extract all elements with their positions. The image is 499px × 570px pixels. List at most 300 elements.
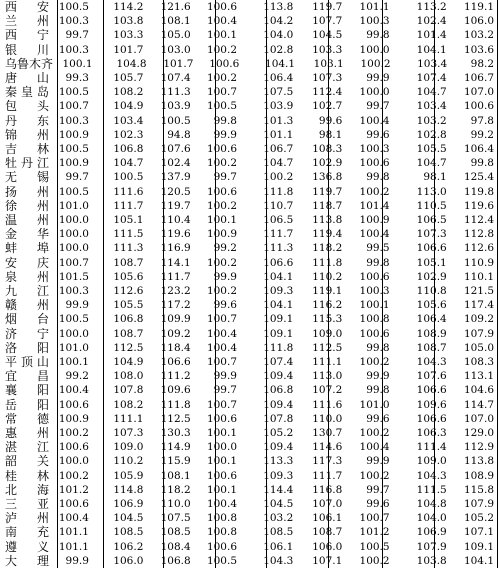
index-value: 99.9 — [366, 455, 390, 468]
index-value: 100.7 — [206, 313, 237, 326]
index-value: 106.3 — [416, 427, 447, 439]
index-value: 116.8 — [312, 483, 343, 496]
city-name: 济 宁 — [5, 326, 50, 341]
index-value: 119.7 — [312, 185, 343, 198]
index-value: 107.9 — [416, 540, 447, 553]
index-value: 102.3 — [113, 128, 144, 141]
index-value: 105.0 — [463, 341, 494, 354]
index-value: 114.2 — [113, 1, 144, 13]
index-value: 100.9 — [206, 228, 237, 241]
city-name: 洛 阳 — [5, 340, 50, 355]
index-value: 108.7 — [416, 341, 447, 354]
index-value: 101.0 — [58, 199, 89, 212]
index-value: 103.2 — [416, 114, 447, 127]
city-name: 无 锡 — [5, 170, 50, 185]
index-value: 101.4 — [416, 29, 447, 42]
index-value: 107.6 — [416, 370, 447, 383]
index-value: 104.7 — [416, 86, 447, 99]
index-value: 107.8 — [113, 384, 144, 397]
index-value: 110.5 — [416, 199, 447, 212]
index-value: 100.8 — [206, 526, 237, 539]
index-value: 99.8 — [366, 171, 390, 184]
index-value: 106.9 — [416, 526, 447, 539]
index-value: 136.8 — [312, 171, 343, 184]
index-value: 100.5 — [58, 1, 89, 13]
index-value: 106.4 — [463, 143, 494, 155]
index-value: 107.9 — [463, 498, 494, 510]
city-name: 泉 州 — [5, 269, 50, 284]
index-value: 99.5 — [366, 242, 390, 255]
index-value: 99.8 — [366, 29, 390, 42]
index-value: 98.2 — [470, 57, 495, 70]
index-value: 108.3 — [312, 143, 343, 155]
index-value: 100.2 — [360, 57, 391, 70]
index-value: 100.2 — [206, 43, 237, 56]
index-value: 105.6 — [113, 270, 144, 283]
index-value: 111.4 — [416, 441, 447, 454]
index-value: 109.1 — [263, 327, 294, 340]
index-value: 100.8 — [206, 512, 237, 525]
city-name: 赣 州 — [5, 298, 50, 313]
index-value: 120.5 — [160, 185, 191, 198]
index-value: 106.4 — [416, 313, 447, 326]
index-value: 100.4 — [206, 327, 237, 340]
index-value: 109.3 — [263, 469, 294, 482]
index-value: 100.4 — [206, 341, 237, 354]
city-name: 徐 州 — [5, 198, 50, 213]
index-value: 119.8 — [463, 185, 494, 198]
index-value: 99.9 — [65, 554, 89, 567]
city-name: 南 充 — [5, 525, 50, 540]
index-value: 109.2 — [160, 327, 191, 340]
index-value: 121.5 — [463, 285, 494, 297]
city-name: 湛 江 — [5, 440, 50, 455]
index-value: 100.9 — [58, 128, 89, 141]
index-value: 110.2 — [312, 270, 343, 283]
index-value: 104.1 — [416, 43, 447, 56]
index-value: 103.2 — [263, 512, 294, 525]
index-value: 108.7 — [312, 526, 343, 539]
index-value: 100.0 — [58, 455, 89, 468]
index-value: 94.8 — [167, 128, 191, 141]
index-value: 104.0 — [263, 29, 294, 42]
index-value: 130.7 — [312, 427, 343, 439]
city-name: 牡 丹 江 — [5, 156, 50, 171]
index-value: 107.4 — [416, 72, 447, 84]
index-value: 111.8 — [312, 256, 343, 269]
index-value: 100.7 — [206, 356, 237, 368]
index-value: 107.2 — [312, 384, 343, 397]
index-value: 104.6 — [463, 384, 494, 397]
index-value: 117.4 — [463, 299, 494, 312]
index-value: 105.0 — [160, 29, 191, 42]
index-value: 100.2 — [206, 256, 237, 269]
index-value: 111.8 — [263, 185, 294, 198]
index-value: 107.4 — [263, 356, 294, 368]
index-value: 107.9 — [463, 327, 494, 340]
city-name: 烟 台 — [5, 312, 50, 327]
index-value: 100.5 — [58, 143, 89, 155]
index-value: 113.8 — [312, 214, 343, 226]
index-value: 118.2 — [312, 242, 343, 255]
index-value: 108.1 — [160, 15, 191, 28]
index-value: 104.3 — [416, 469, 447, 482]
index-value: 130.3 — [160, 427, 191, 439]
city-name: 银 川 — [5, 42, 50, 57]
index-value: 103.3 — [312, 43, 343, 56]
index-value: 119.6 — [463, 199, 494, 212]
index-value: 104.5 — [312, 29, 343, 42]
index-value: 113.0 — [312, 370, 343, 383]
index-value: 114.1 — [160, 256, 191, 269]
index-value: 104.8 — [416, 498, 447, 510]
index-value: 112.4 — [312, 86, 343, 99]
index-value: 99.9 — [366, 370, 390, 383]
city-name: 金 华 — [5, 227, 50, 242]
index-value: 101.5 — [58, 270, 89, 283]
index-value: 100.5 — [113, 171, 144, 184]
city-name: 岳 阳 — [5, 397, 50, 412]
index-value: 100.8 — [359, 313, 390, 326]
index-value: 101.7 — [113, 43, 144, 56]
index-value: 108.7 — [113, 256, 144, 269]
index-value: 100.1 — [58, 356, 89, 368]
index-value: 104.9 — [113, 356, 144, 368]
index-value: 103.4 — [417, 57, 448, 70]
index-value: 119.7 — [312, 1, 343, 13]
index-value: 119.6 — [160, 228, 191, 241]
index-value: 97.8 — [470, 114, 494, 127]
index-value: 99.6 — [366, 412, 390, 425]
index-value: 101.1 — [58, 526, 89, 539]
index-value: 100.3 — [58, 285, 89, 297]
index-value: 110.0 — [312, 412, 343, 425]
city-name: 襄 阳 — [5, 383, 50, 398]
index-value: 101.0 — [359, 398, 390, 411]
index-value: 103.9 — [263, 100, 294, 113]
index-value: 99.7 — [65, 171, 89, 184]
index-value: 106.6 — [416, 384, 447, 397]
index-value: 111.7 — [113, 199, 144, 212]
index-value: 99.9 — [213, 370, 237, 383]
index-value: 111.7 — [312, 469, 343, 482]
index-value: 100.3 — [58, 43, 89, 56]
city-name: 西 安 — [5, 0, 50, 14]
index-value: 111.8 — [160, 398, 191, 411]
index-value: 112.8 — [463, 228, 494, 241]
index-value: 106.5 — [416, 214, 447, 226]
index-value: 99.7 — [65, 29, 89, 42]
index-value: 107.5 — [160, 512, 191, 525]
index-value: 110.4 — [160, 214, 191, 226]
index-value: 106.5 — [263, 214, 294, 226]
index-value: 107.0 — [463, 412, 494, 425]
city-name: 西 宁 — [5, 28, 50, 43]
index-value: 100.6 — [206, 412, 237, 425]
index-value: 98.1 — [423, 171, 447, 184]
city-name: 扬 州 — [5, 184, 50, 199]
index-value: 108.2 — [113, 398, 144, 411]
index-value: 102.7 — [312, 100, 343, 113]
index-value: 100.0 — [359, 43, 390, 56]
index-value: 109.6 — [416, 398, 447, 411]
index-value: 129.0 — [463, 427, 494, 439]
index-value: 106.6 — [160, 356, 191, 368]
index-value: 100.1 — [206, 427, 237, 439]
index-value: 106.8 — [113, 313, 144, 326]
index-value: 107.1 — [463, 526, 494, 539]
city-name: 三 亚 — [5, 497, 50, 511]
index-value: 106.8 — [263, 384, 294, 397]
index-value: 105.2 — [463, 512, 494, 525]
city-name: 秦 皇 岛 — [5, 85, 50, 100]
index-value: 118.2 — [160, 483, 191, 496]
index-value: 100.3 — [359, 15, 390, 28]
index-value: 103.8 — [416, 554, 447, 567]
index-value: 100.6 — [359, 327, 390, 340]
city-name: 北 海 — [5, 482, 50, 497]
index-value: 99.8 — [366, 341, 390, 354]
index-value: 109.0 — [312, 327, 343, 340]
index-value: 103.1 — [313, 57, 344, 70]
index-value: 99.8 — [366, 256, 390, 269]
index-value: 99.7 — [366, 100, 390, 113]
index-value: 111.3 — [263, 242, 294, 255]
index-value: 99.7 — [213, 171, 237, 184]
index-value: 100.2 — [359, 554, 390, 567]
city-name: 大 理 — [5, 553, 50, 568]
index-value: 107.3 — [113, 427, 144, 439]
index-value: 113.8 — [463, 455, 494, 468]
index-value: 116.2 — [312, 299, 343, 312]
index-value: 107.6 — [160, 143, 191, 155]
index-value: 104.7 — [416, 157, 447, 170]
index-value: 115.3 — [312, 313, 343, 326]
index-value: 102.8 — [416, 128, 447, 141]
index-value: 119.1 — [463, 1, 494, 13]
city-name: 遵 义 — [5, 539, 50, 554]
index-value: 109.4 — [263, 398, 294, 411]
index-value: 106.0 — [463, 15, 494, 28]
index-value: 102.9 — [416, 270, 447, 283]
index-value: 102.9 — [312, 157, 343, 170]
index-value: 111.7 — [160, 270, 191, 283]
index-value: 108.5 — [160, 526, 191, 539]
index-value: 110.7 — [263, 199, 294, 212]
index-value: 100.6 — [206, 469, 237, 482]
index-value: 109.0 — [416, 455, 447, 468]
index-value: 109.4 — [263, 370, 294, 383]
index-value: 101.1 — [263, 128, 294, 141]
index-value: 103.9 — [160, 100, 191, 113]
city-name: 泸 州 — [5, 511, 50, 526]
index-value: 114.7 — [463, 398, 494, 411]
index-value: 100.2 — [206, 72, 237, 84]
index-value: 100.0 — [359, 86, 390, 99]
index-value: 108.2 — [113, 86, 144, 99]
index-value: 104.7 — [113, 157, 144, 170]
index-value: 100.1 — [206, 214, 237, 226]
index-value: 111.5 — [416, 483, 447, 496]
index-value: 119.1 — [312, 285, 343, 297]
index-value: 103.4 — [113, 114, 144, 127]
index-value: 99.8 — [366, 384, 390, 397]
index-value: 117.2 — [160, 299, 191, 312]
index-value: 111.1 — [312, 356, 343, 368]
index-value: 113.1 — [463, 370, 494, 383]
index-value: 116.9 — [160, 242, 191, 255]
index-value: 100.3 — [58, 15, 89, 28]
index-value: 100.6 — [359, 157, 390, 170]
city-name: 平 顶 山 — [5, 355, 50, 369]
index-value: 100.2 — [58, 469, 89, 482]
city-name: 九 江 — [5, 284, 50, 298]
index-value: 110.9 — [463, 256, 494, 269]
index-value: 107.7 — [312, 15, 343, 28]
index-value: 99.6 — [318, 114, 343, 127]
index-value: 100.2 — [359, 469, 390, 482]
index-value: 100.9 — [58, 412, 89, 425]
index-value: 108.9 — [416, 327, 447, 340]
index-value: 110.8 — [416, 285, 447, 297]
index-value: 114.8 — [113, 483, 144, 496]
index-value: 100.9 — [58, 157, 89, 170]
index-value: 104.3 — [416, 356, 447, 368]
index-value: 98.1 — [318, 128, 343, 141]
index-value: 108.9 — [463, 469, 494, 482]
index-value: 100.6 — [206, 540, 237, 553]
index-value: 106.7 — [263, 143, 294, 155]
index-value: 105.2 — [263, 427, 294, 439]
index-value: 112.6 — [463, 242, 494, 255]
index-value: 102.4 — [416, 15, 447, 28]
index-value: 100.0 — [206, 441, 237, 454]
index-value: 100.2 — [206, 157, 237, 170]
index-value: 112.5 — [312, 341, 343, 354]
index-value: 100.0 — [58, 327, 89, 340]
index-value: 99.9 — [213, 270, 237, 283]
index-value: 100.0 — [58, 214, 89, 226]
index-value: 111.6 — [312, 398, 343, 411]
index-value: 100.6 — [58, 398, 89, 411]
index-value: 101.1 — [58, 540, 89, 553]
index-value: 108.7 — [113, 327, 144, 340]
index-value: 100.2 — [359, 185, 390, 198]
index-value: 107.5 — [263, 86, 294, 99]
index-value: 107.0 — [312, 498, 343, 510]
index-value: 114.4 — [263, 483, 294, 496]
index-value: 118.7 — [312, 199, 343, 212]
city-name: 安 庆 — [5, 255, 50, 270]
index-value: 115.8 — [463, 483, 494, 496]
index-value: 102.8 — [263, 43, 294, 56]
index-value: 105.9 — [113, 469, 144, 482]
index-value: 100.7 — [359, 512, 390, 525]
index-value: 99.9 — [213, 128, 237, 141]
index-value: 137.9 — [160, 171, 191, 184]
city-name: 锦 州 — [5, 127, 50, 142]
index-value: 105.5 — [113, 299, 144, 312]
city-name: 吉 林 — [5, 142, 50, 156]
city-name: 兰 州 — [5, 14, 50, 29]
index-value: 112.4 — [463, 214, 494, 226]
index-value: 110.1 — [463, 270, 494, 283]
index-value: 109.2 — [463, 313, 494, 326]
index-value: 100.4 — [58, 512, 89, 525]
index-value: 99.7 — [213, 384, 237, 397]
index-value: 100.2 — [359, 356, 390, 368]
index-value: 99.8 — [470, 157, 494, 170]
index-value: 100.7 — [58, 100, 89, 113]
index-value: 114.9 — [160, 441, 191, 454]
index-value: 100.4 — [359, 228, 390, 241]
index-value: 100.5 — [160, 114, 191, 127]
index-value: 113.0 — [416, 185, 447, 198]
index-value: 100.3 — [359, 143, 390, 155]
index-value: 100.2 — [263, 171, 294, 184]
index-value: 101.1 — [359, 1, 390, 13]
index-value: 102.4 — [160, 157, 191, 170]
index-value: 103.6 — [463, 43, 494, 56]
index-value: 104.0 — [416, 512, 447, 525]
index-value: 101.2 — [58, 483, 89, 496]
index-value: 111.8 — [263, 341, 294, 354]
index-value: 108.1 — [160, 469, 191, 482]
city-name: 韶 关 — [5, 454, 50, 469]
index-value: 106.4 — [263, 72, 294, 84]
index-value: 100.5 — [359, 540, 390, 553]
index-value: 104.9 — [113, 100, 144, 113]
index-value: 111.3 — [113, 242, 144, 255]
index-value: 111.7 — [263, 228, 294, 241]
index-value: 113.2 — [416, 1, 447, 13]
city-name: 宜 昌 — [5, 369, 50, 384]
index-value: 100.6 — [206, 185, 237, 198]
index-value: 106.9 — [113, 498, 144, 510]
index-value: 100.4 — [359, 114, 390, 127]
index-value: 111.3 — [160, 86, 191, 99]
index-value: 109.9 — [160, 313, 191, 326]
index-value: 109.4 — [263, 441, 294, 454]
index-value: 100.0 — [58, 242, 89, 255]
index-value: 107.1 — [312, 554, 343, 567]
index-value: 107.3 — [312, 72, 343, 84]
index-value: 106.1 — [263, 540, 294, 553]
index-value: 100.7 — [206, 86, 237, 99]
index-value: 100.2 — [206, 285, 237, 297]
index-value: 100.1 — [206, 483, 237, 496]
index-value: 107.0 — [463, 86, 494, 99]
table-row — [0, 554, 499, 570]
index-value: 100.3 — [359, 285, 390, 297]
index-value: 100.7 — [206, 398, 237, 411]
index-value: 103.8 — [113, 15, 144, 28]
index-value: 100.6 — [359, 270, 390, 283]
index-value: 103.0 — [160, 43, 191, 56]
index-value: 100.1 — [359, 299, 390, 312]
index-value: 104.5 — [113, 512, 144, 525]
index-value: 107.3 — [416, 228, 447, 241]
index-value: 100.5 — [58, 86, 89, 99]
index-value: 112.5 — [160, 412, 191, 425]
index-value: 100.5 — [206, 554, 237, 567]
index-value: 106.0 — [312, 540, 343, 553]
index-value: 106.8 — [160, 554, 191, 567]
index-value: 99.8 — [213, 114, 237, 127]
index-value: 111.1 — [113, 412, 144, 425]
index-value: 105.6 — [416, 299, 447, 312]
index-value: 106.6 — [416, 242, 447, 255]
